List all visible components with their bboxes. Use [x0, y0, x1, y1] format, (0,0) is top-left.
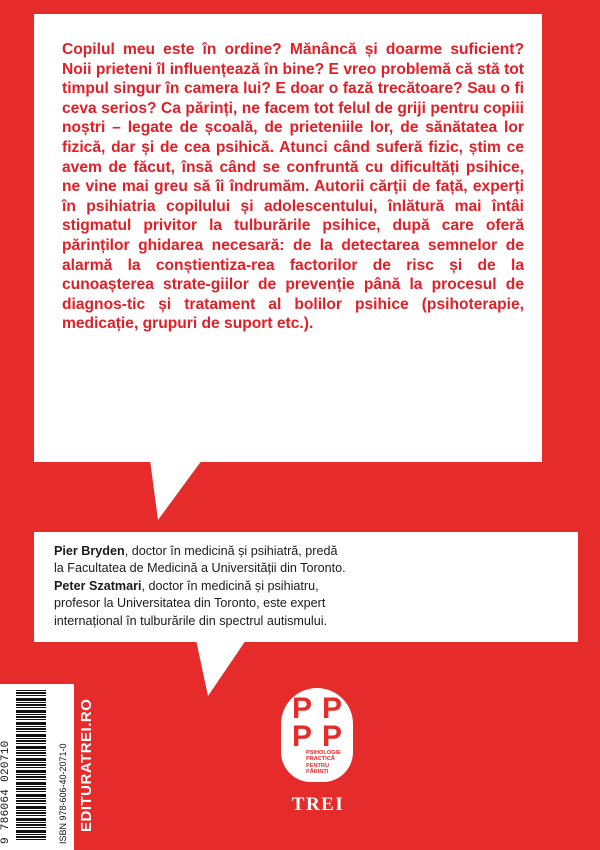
publisher-logo: TREI [291, 794, 345, 815]
author-bio-1-line-1: Pier Bryden, doctor în medicină și psihiatră, predă [54, 544, 338, 558]
isbn-label: ISBN 978-606-40-2071-0 [58, 743, 68, 844]
logo-letter: P [291, 720, 312, 753]
author-bio-2-line-2: profesor la Universitatea din Toronto, este expert [54, 596, 326, 611]
ppp-series-logo-icon [281, 688, 353, 782]
logo-letter: P [291, 692, 312, 725]
author-bio-2-line-1: Peter Szatmari, doctor în medicină și psihiatru, [54, 578, 319, 593]
authors-bubble-tail [196, 640, 256, 698]
author-bio-1-line-2: la Facultatea de Medicină a Universității din Toronto. [54, 561, 346, 576]
series-caption: PSIHOLOGIE PRACTICĂ PENTRU PĂRINȚI [306, 750, 341, 776]
isbn-barcode-box [0, 684, 74, 850]
barcode-digits: 9 786064 020710 [0, 740, 12, 844]
back-cover-blurb: Copilul meu este în ordine? Mănâncă și doarme suficient? Noii prieteni îl influențează în bine? E vreo problemă că stă tot timpul singur în camera lui? E doar o fază trecătoare? Sau o fi ceva serios? Ca părinți, ne facem tot felul de griji pentru copiii noștri – legate de școală, de prieteniile lor, de sănătatea lor fizică, dar și de cea psihică. Atunci când suferă fizic, știm ce avem de făcut, însă când se confruntă cu dificultăți psihice, ne vine mai greu să îi îndrumăm. Autorii cărții de față, experți în psihiatria copilului și adolescentului, înlătură mai întâi stigmatul privitor la tulburările psihice, după care oferă părinților ghidarea necesară: de la detectarea semnelor de alarmă la conștientiza-rea factorilor de risc și de la cunoașterea strate-giilor de prevenție până la procesul de diagnos-tic și tratament al bolilor psihice (psihoterapie, medicație, grupuri de suport etc.). [62, 41, 524, 333]
publisher-url: EDITURATREI.RO [78, 698, 95, 832]
logo-letter: P [321, 720, 342, 753]
logo-letter: P [321, 692, 342, 725]
author-name-1: Pier Bryden [54, 544, 125, 558]
blurb-bubble-tail [150, 460, 210, 522]
author-name-2: Peter Szatmari [54, 578, 142, 593]
barcode-icon [16, 690, 46, 840]
author-bio-2-line-3: internațional în tulburările din spectrul autismului. [54, 613, 328, 628]
author-bios [54, 543, 574, 630]
